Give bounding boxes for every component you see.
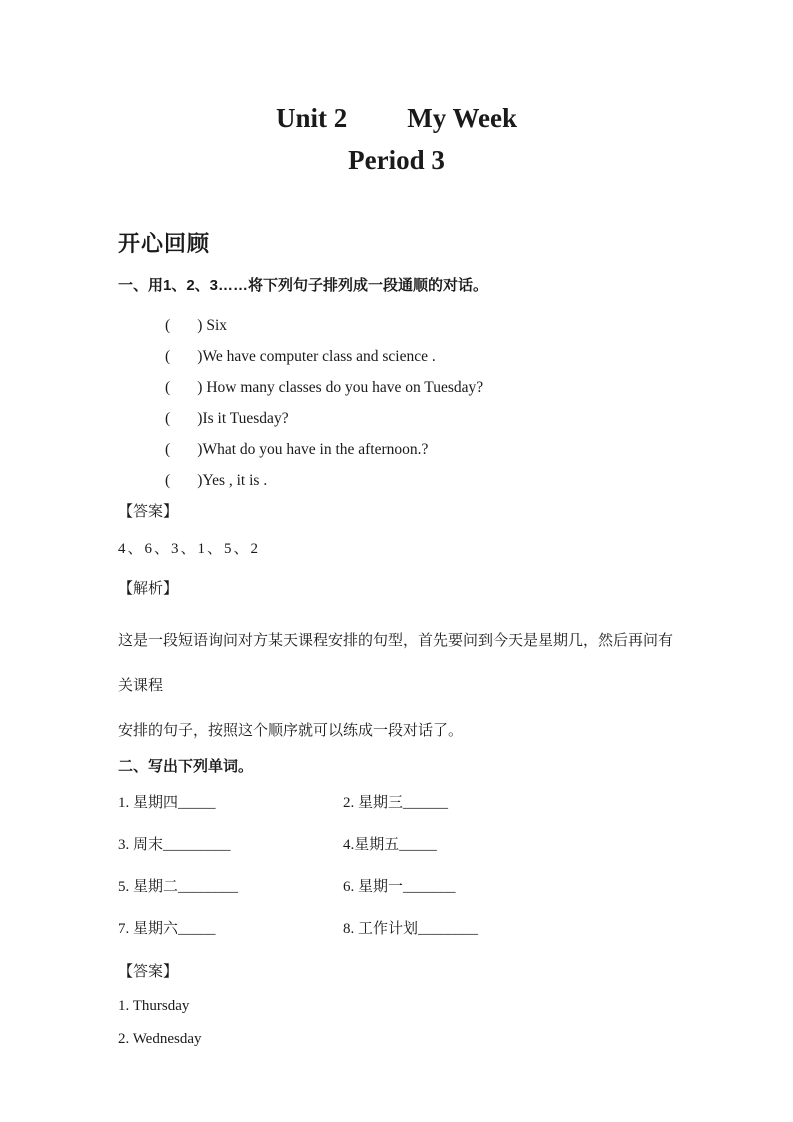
section1-analysis-label: 【解析】	[118, 581, 179, 597]
dialog-item-3: ( ) How many classes do you have on Tuesday?	[165, 379, 484, 396]
word-item-2: 2. 星期三______	[343, 795, 449, 811]
section2-answer-2: 2. Wednesday	[118, 1031, 202, 1047]
review-heading: 开心回顾	[118, 231, 211, 256]
section1-analysis-paragraph	[118, 619, 675, 754]
analysis-line-1: 这是一段短语询问对方某天课程安排的句型，首先要问到今天是星期几，然后再问有关课程	[118, 633, 674, 694]
dialog-ordering-list	[118, 316, 675, 490]
page-title-topic: My Week	[407, 103, 517, 133]
dialog-item-2: ( )We have computer class and science .	[165, 348, 436, 365]
section1-answer-sequence: 4、6、3、1、5、2	[118, 541, 261, 557]
word-writing-grid	[118, 793, 675, 939]
word-item-6: 6. 星期一_______	[343, 879, 456, 895]
section2-answer-label: 【答案】	[118, 964, 179, 980]
word-item-1: 1. 星期四_____	[118, 795, 216, 811]
section2-heading: 二、写出下列单词。	[118, 758, 254, 775]
word-item-5: 5. 星期二________	[118, 879, 239, 895]
word-item-4: 4.星期五_____	[343, 837, 437, 853]
section1-answer-label: 【答案】	[118, 504, 179, 520]
section2-answer-1: 1. Thursday	[118, 998, 190, 1014]
section1-heading: 一、用1、2、3……将下列句子排列成一段通顺的对话。	[118, 277, 489, 294]
page-subtitle: Period 3	[348, 145, 445, 175]
page-title-unit: Unit 2	[275, 103, 348, 133]
dialog-item-5: ( )What do you have in the afternoon.?	[165, 441, 429, 458]
word-item-7: 7. 星期六_____	[118, 921, 216, 937]
analysis-line-2: 安排的句子，按照这个顺序就可以练成一段对话了。	[118, 723, 464, 739]
dialog-item-1: ( ) Six	[165, 317, 227, 334]
word-item-8: 8. 工作计划________	[343, 921, 479, 937]
dialog-item-6: ( )Yes , it is .	[165, 472, 268, 489]
page-title	[118, 102, 675, 135]
dialog-item-4: ( )Is it Tuesday?	[165, 410, 289, 427]
word-item-3: 3. 周末_________	[118, 837, 231, 853]
